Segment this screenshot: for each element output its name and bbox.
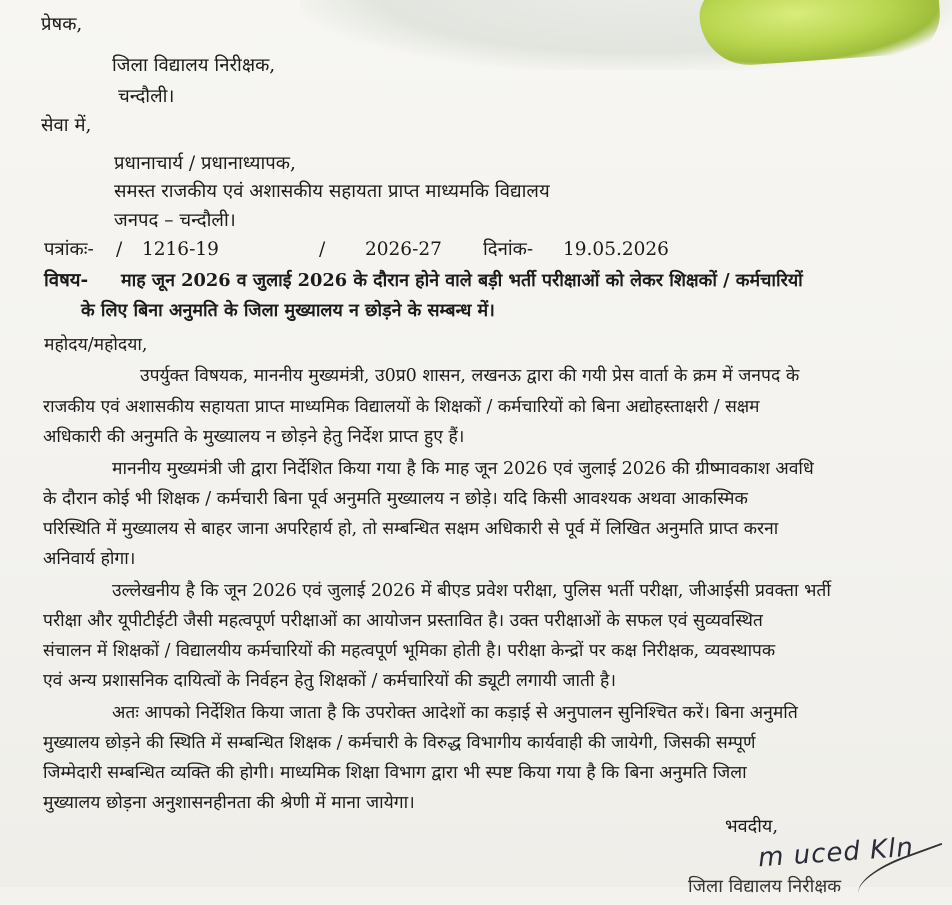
body-line: मुख्यालय छोड़ना अनुशासनहीनता की श्रेणी में माना जायेगा।: [43, 793, 415, 813]
body-line: माननीय मुख्यमंत्री जी द्वारा निर्देशित किया गया है कि माह जून 2026 एवं जुलाई 2026 की ग्रीष्मावकाश अवधि: [112, 459, 814, 479]
closing: भवदीय,: [725, 816, 779, 837]
sender-office: जिला विद्यालय निरीक्षक,: [112, 55, 276, 76]
body-line: अधिकारी की अनुमति के मुख्यालय न छोड़ने हेतु निर्देश प्राप्त हुए हैं।: [43, 427, 465, 447]
body-line: अतः आपको निर्देशित किया जाता है कि उपरोक्त आदेशों का कड़ाई से अनुपालन सुनिश्चित करें। बिना अनुमति: [112, 703, 798, 723]
subject-line-2: के लिए बिना अनुमति के जिला मुख्यालय न छोड़ने के सम्बन्ध में।: [81, 300, 495, 321]
reference-number: 1216-19: [142, 239, 219, 260]
body-line: परीक्षा और यूपीटीईटी जैसी महत्वपूर्ण परीक्षाओं का आयोजन प्रस्तावित है। उक्त परीक्षाओं के सफल एवं सुव्यवस्थित: [43, 611, 763, 631]
date-label: दिनांक-: [483, 239, 534, 260]
subject-line-1: माह जून 2026 व जुलाई 2026 के दौरान होने वाले बड़ी भर्ती परीक्षाओं को लेकर शिक्षकों / कर्मचारियों: [121, 270, 803, 291]
body-line: उल्लेखनीय है कि जून 2026 एवं जुलाई 2026 में बीएड प्रवेश परीक्षा, पुलिस भर्ती परीक्षा, जीआईसी प्रवक्ता भर्ती: [112, 581, 831, 601]
salutation: महोदय/महोदया,: [44, 335, 148, 355]
body-line: जिम्मेदारी सम्बन्धित व्यक्ति की होगी। माध्यमिक शिक्षा विभाग द्वारा भी स्पष्ट किया गया है कि बिना अनुमति जिला: [43, 763, 747, 783]
patrank-label: पत्रांकः-: [44, 239, 94, 260]
body-line: मुख्यालय छोड़ने की स्थिति में सम्बन्धित शिक्षक / कर्मचारी के विरुद्ध विभागीय कार्यवाही की जायेगी, जिसकी सम्पूर्ण: [43, 733, 756, 753]
handwritten-signature: m uced Kln: [757, 832, 915, 874]
recipient-line2: समस्त राजकीय एवं अशासकीय सहायता प्राप्त माध्यमकि विद्यालय: [114, 181, 550, 202]
recipient-line3: जनपद – चन्दौली।: [114, 210, 236, 231]
body-line: के दौरान कोई भी शिक्षक / कर्मचारी बिना पूर्व अनुमति मुख्यालय न छोड़े। यदि किसी आवश्यक अथवा आकस्मिक: [43, 489, 748, 509]
body-line: संचालन में शिक्षकों / विद्यालयीय कर्मचारियों की महत्वपूर्ण भूमिका होती है। परीक्षा केन्द्रों पर कक्ष निरीक्षक, व्यवस्थापक: [43, 641, 776, 661]
reference-year: 2026-27: [365, 239, 442, 260]
recipient-line1: प्रधानाचार्य / प्रधानाध्यापक,: [114, 153, 296, 174]
recipient-label: सेवा में,: [41, 115, 92, 136]
letter-date: 19.05.2026: [563, 239, 669, 260]
reference-slash-1: /: [116, 239, 123, 260]
signatory-title: जिला विद्यालय निरीक्षक: [688, 876, 842, 897]
body-line: परिस्थिति में मुख्यालय से बाहर जाना अपरिहार्य हो, तो सम्बन्धित सक्षम अधिकारी से पूर्व में लिखित अनुमति प्राप्त करना: [43, 519, 779, 539]
subject-label: विषय-: [44, 270, 89, 291]
body-line: एवं अन्य प्रशासनिक दायित्वों के निर्वहन हेतु शिक्षकों / कर्मचारियों की ड्यूटी लगायी जाती है।: [43, 671, 616, 691]
body-line: अनिवार्य होगा।: [43, 549, 136, 569]
body-line: उपर्युक्त विषयक, माननीय मुख्यमंत्री, उ0प्र0 शासन, लखनऊ द्वारा की गयी प्रेस वार्ता के क्रम में जनपद के: [140, 366, 800, 386]
sender-label: प्रेषक,: [41, 14, 83, 35]
reference-slash-2: /: [319, 239, 326, 260]
body-line: राजकीय एवं अशासकीय सहायता प्राप्त माध्यमिक विद्यालयों के शिक्षकों / कर्मचारियों को बिना अद्योहस्ताक्षरी / सक्षम: [43, 397, 760, 417]
sender-district: चन्दौली।: [118, 86, 175, 107]
